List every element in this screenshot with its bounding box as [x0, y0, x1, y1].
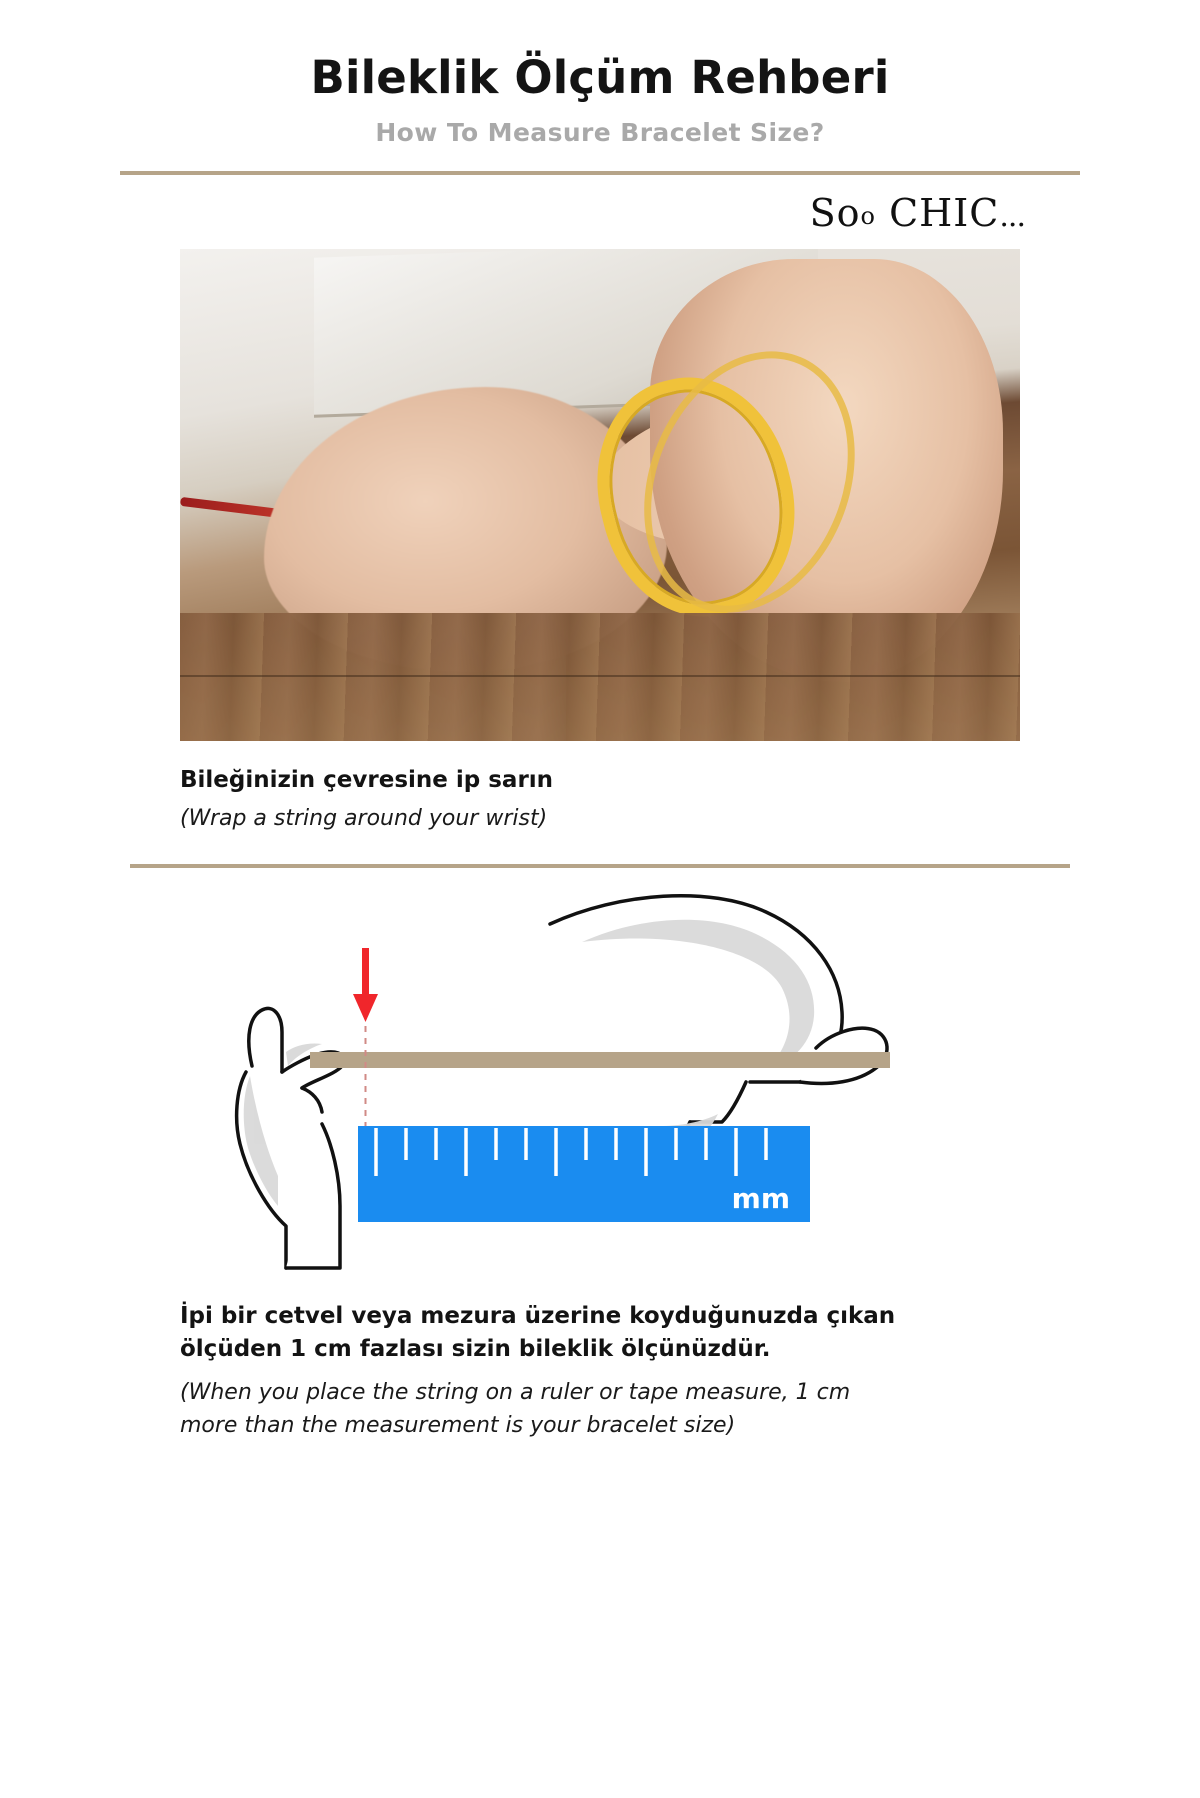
page-subtitle: How To Measure Bracelet Size? — [375, 117, 825, 147]
brand-logo — [810, 191, 1025, 235]
step1-caption-tr: Bileğinizin çevresine ip sarın — [180, 766, 554, 793]
header-divider — [120, 171, 1080, 175]
step2-caption-tr-line1: İpi bir cetvel veya mezura üzerine koyduğunuzda çıkan — [180, 1302, 896, 1329]
string-bar — [310, 1052, 890, 1068]
step1-caption-en: (Wrap a string around your wrist) — [180, 805, 548, 831]
brand-chic: CHIC — [889, 190, 1000, 235]
photo-wood-floor — [180, 613, 1020, 741]
step2-caption-en-line2: more than the measurement is your bracelet size) — [180, 1413, 736, 1439]
arrow-down-icon — [353, 948, 378, 1022]
step2-caption — [180, 1300, 1020, 1443]
photo-wood-seam — [180, 675, 1020, 677]
page-title: Bileklik Ölçüm Rehberi — [310, 51, 890, 104]
ruler-unit-label: mm — [731, 1181, 790, 1215]
brand-row — [120, 191, 1080, 235]
brand-dots: ... — [999, 198, 1025, 234]
step1-image-wrap — [180, 249, 1020, 741]
brand-so: So — [809, 190, 861, 235]
wrist-measure-photo — [180, 249, 1020, 741]
section-divider — [130, 864, 1070, 868]
step2-image-wrap — [130, 876, 1070, 1296]
step1-caption — [180, 767, 1020, 831]
ruler-graphic — [358, 1126, 810, 1222]
step2-caption-en — [180, 1376, 1020, 1442]
page-header — [0, 0, 1200, 175]
brand-o-small: o — [860, 201, 876, 230]
ruler-measure-illustration — [190, 876, 1010, 1286]
step2-caption-tr-line2: ölçüden 1 cm fazlası sizin bileklik ölçünüzdür. — [180, 1336, 771, 1363]
step2-caption-en-line1: (When you place the string on a ruler or tape measure, 1 cm — [180, 1380, 851, 1406]
step2-caption-tr — [180, 1300, 1020, 1367]
